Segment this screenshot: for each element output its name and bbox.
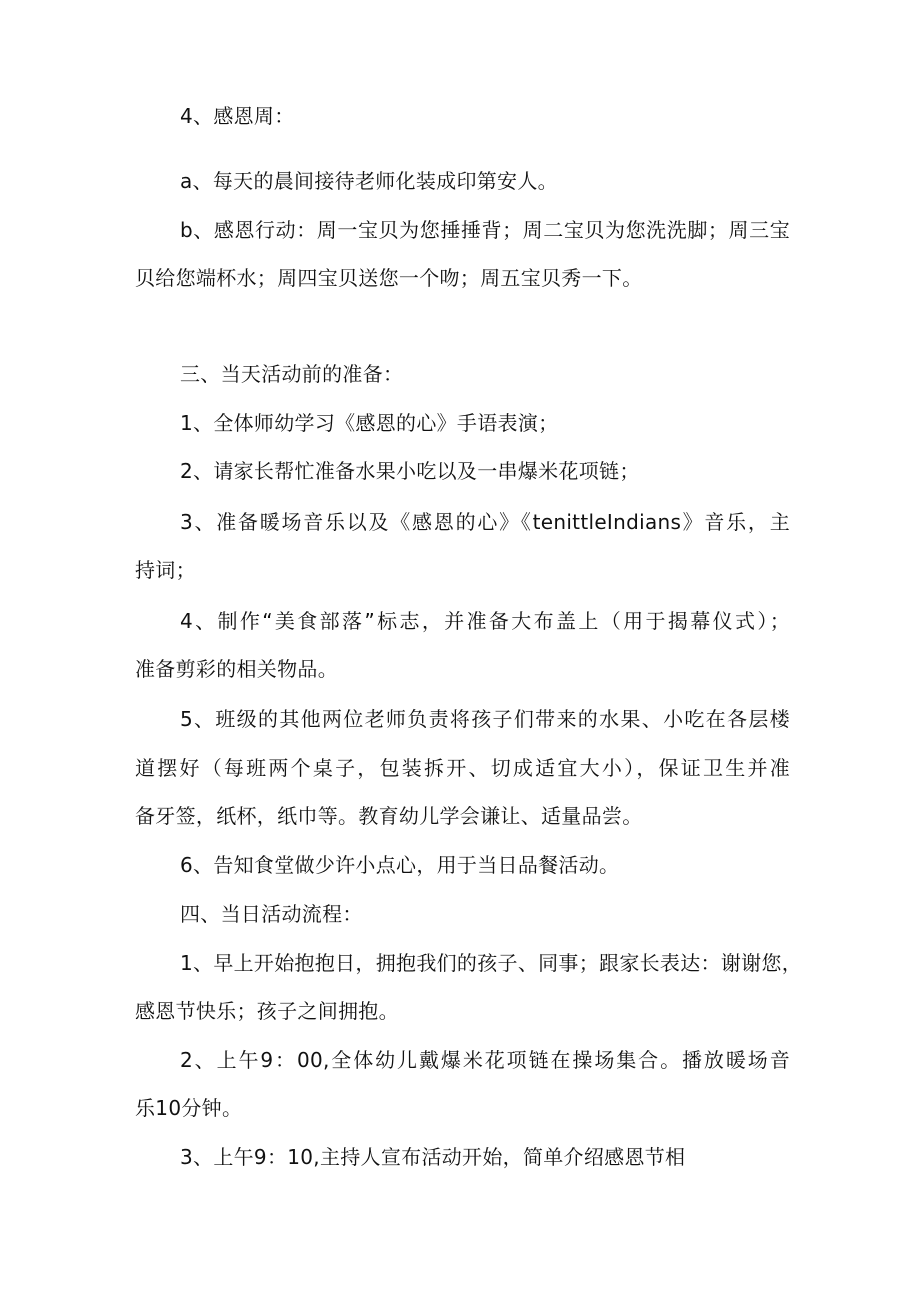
paragraph-line: 3、上午9：10,主持人宣布活动开始，简单介绍感恩节相 [180, 1145, 686, 1169]
paragraph-line: 乐10分钟。 [135, 1096, 243, 1120]
paragraph-line: 持词； [135, 558, 196, 582]
section-heading: 四、当日活动流程： [180, 902, 363, 926]
paragraph-line: a、每天的晨间接待老师化装成印第安人。 [180, 169, 558, 193]
paragraph-line: 贝给您端杯水；周四宝贝送您一个吻；周五宝贝秀一下。 [135, 266, 643, 290]
paragraph-line: 备牙签，纸杯，纸巾等。教育幼儿学会谦让、适量品尝。 [135, 804, 643, 828]
paragraph-line: 4、感恩周： [180, 104, 295, 128]
paragraph-line: 2、请家长帮忙准备水果小吃以及一串爆米花项链； [180, 459, 640, 483]
paragraph-line: 感恩节快乐；孩子之间拥抱。 [135, 999, 399, 1023]
paragraph-line: 准备剪彩的相关物品。 [135, 657, 338, 681]
paragraph-line: 2、上午9：00,全体幼儿戴爆米花项链在操场集合。播放暖场音 [180, 1048, 790, 1072]
paragraph-line: 道摆好（每班两个桌子，包装拆开、切成适宜大小），保证卫生并准 [135, 756, 790, 780]
paragraph-line: 1、全体师幼学习《感恩的心》手语表演； [180, 411, 559, 435]
paragraph-line: b、感恩行动：周一宝贝为您捶捶背；周二宝贝为您洗洗脚；周三宝 [180, 218, 790, 242]
section-heading: 三、当天活动前的准备： [180, 362, 404, 386]
paragraph-line: 6、告知食堂做少许小点心，用于当日品餐活动。 [180, 853, 620, 877]
paragraph-line: 3、准备暖场音乐以及《感恩的心》《tenittleIndians》音乐，主 [180, 510, 790, 534]
paragraph-line: 1、早上开始抱抱日，拥抱我们的孩子、同事；跟家长表达：谢谢您， [180, 951, 803, 975]
paragraph-line: 5、班级的其他两位老师负责将孩子们带来的水果、小吃在各层楼 [180, 707, 790, 731]
paragraph-line: 4、制作“美食部落”标志，并准备大布盖上（用于揭幕仪式）； [180, 609, 790, 633]
